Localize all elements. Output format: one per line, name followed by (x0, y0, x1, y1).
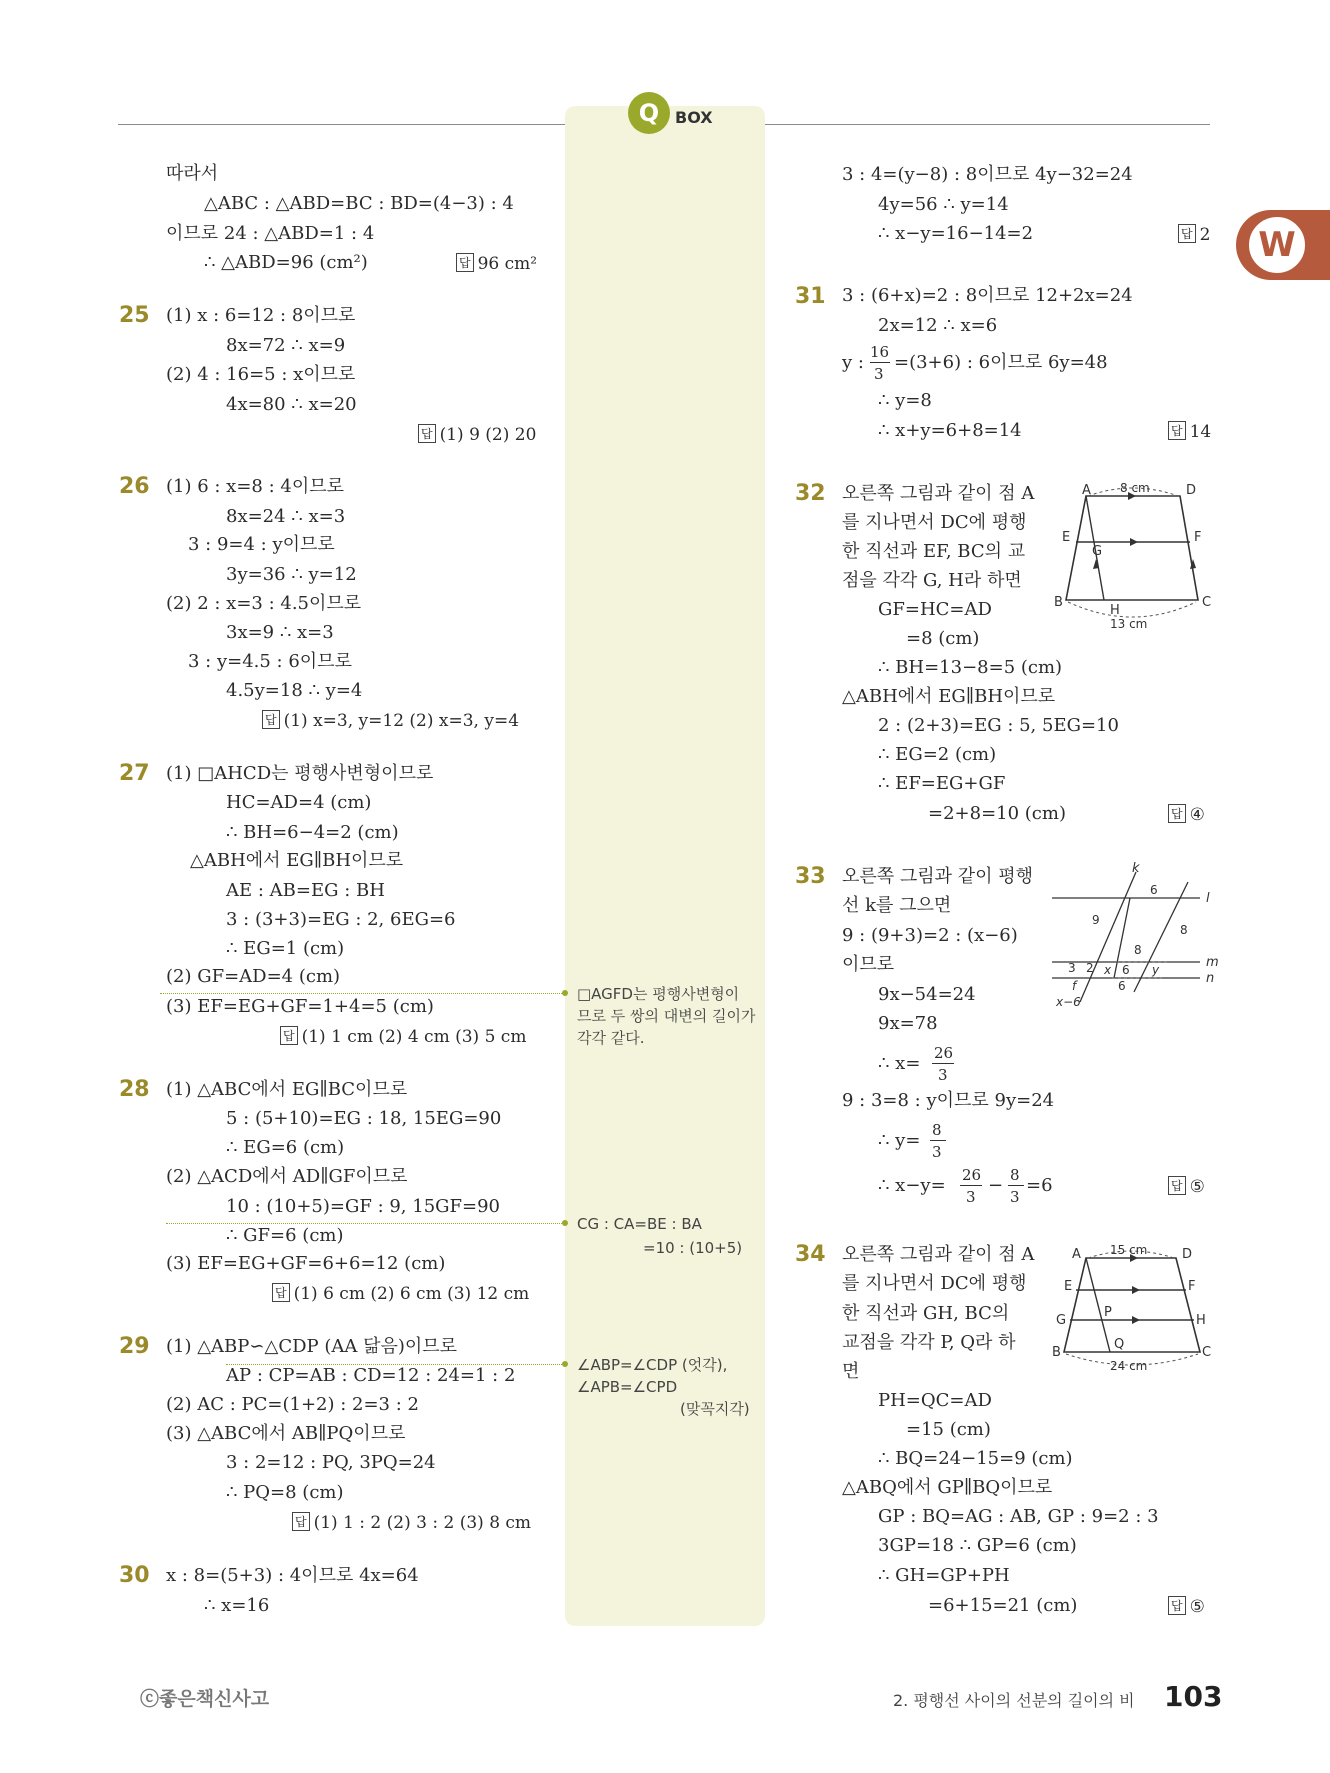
text-line: =8 (cm) (906, 628, 980, 649)
text-line: 4x=80 ∴ x=20 (226, 394, 357, 415)
label-F: F (1194, 530, 1202, 545)
label-D: D (1186, 483, 1197, 498)
text-line: 한 직선과 GH, BC의 (842, 1303, 1010, 1324)
text-line: (2) 4 : 16=5 : x이므로 (166, 364, 356, 385)
answer: 답 (1) x=3, y=12 (2) x=3, y=4 (262, 710, 519, 731)
label-n: n (1206, 971, 1215, 986)
text-line: ∴ △ABD=96 (cm²) (204, 252, 368, 273)
text-line: (2) GF=AD=4 (cm) (166, 966, 341, 987)
leader-line (166, 1223, 564, 1224)
text-line: ∴ y=8 (878, 390, 932, 411)
fraction-numerator: 8 (1010, 1166, 1020, 1184)
text-line: ∴ GF=6 (cm) (226, 1225, 344, 1246)
problem-number: 25 (119, 303, 150, 328)
answer: 답 ⑤ (1168, 1176, 1205, 1197)
text-line: ∴ GH=GP+PH (878, 1565, 1010, 1586)
text-line: =2+8=10 (cm) (928, 803, 1066, 824)
text-line: AP : CP=AB : CD=12 : 24=1 : 2 (226, 1365, 516, 1386)
text-line: =6 (1026, 1175, 1053, 1196)
minus-sign: − (988, 1175, 1004, 1196)
length-nine: 9 (1092, 913, 1100, 927)
text-line: 선 k를 그으면 (842, 895, 952, 916)
note-line: 각각 같다. (577, 1029, 645, 1047)
text-line: =(3+6) : 6이므로 6y=48 (894, 352, 1108, 373)
text-line: 를 지나면서 DC에 평행 (842, 1273, 1027, 1294)
qbox-label: BOX (675, 108, 713, 127)
text-line: 3 : 9=4 : y이므로 (188, 534, 335, 555)
text-line: ∴ x= (878, 1053, 921, 1074)
fraction-numerator: 8 (932, 1121, 942, 1139)
length-top: 8 cm (1120, 482, 1150, 495)
fraction-numerator: 16 (870, 343, 890, 361)
problem-number: 34 (795, 1242, 826, 1267)
label-A: A (1082, 483, 1091, 498)
answer: 답 2 (1178, 224, 1210, 245)
fraction-numerator: 26 (962, 1166, 982, 1184)
text-line: (1) △ABP∽△CDP (AA 닮음)이므로 (166, 1336, 458, 1357)
text-line: 오른쪽 그림과 같이 점 A (842, 1244, 1035, 1265)
label-E: E (1062, 530, 1071, 545)
text-line: 9 : 3=8 : y이므로 9y=24 (842, 1090, 1055, 1111)
length-bottom: 13 cm (1110, 617, 1148, 631)
text-line: (1) □AHCD는 평행사변형이므로 (166, 763, 434, 784)
text-line: 점을 각각 G, H라 하면 (842, 570, 1022, 591)
label-C: C (1202, 1345, 1212, 1360)
label-B: B (1054, 595, 1063, 610)
text-line: (3) EF=EG+GF=6+6=12 (cm) (166, 1253, 446, 1274)
text-line: 2 : (2+3)=EG : 5, 5EG=10 (878, 715, 1119, 736)
leader-dot (562, 1361, 568, 1367)
text-line: GF=HC=AD (878, 599, 992, 620)
text-line: 3x=9 ∴ x=3 (226, 622, 334, 643)
answer: 답 (1) 1 cm (2) 4 cm (3) 5 cm (280, 1026, 526, 1047)
label-k: k (1132, 862, 1140, 876)
answer: 답 14 (1168, 421, 1211, 442)
text-line: 오른쪽 그림과 같이 평행 (842, 866, 1034, 887)
text-line: =15 (cm) (906, 1419, 991, 1440)
problem-number: 28 (119, 1077, 150, 1102)
text-line: 8x=24 ∴ x=3 (226, 506, 346, 527)
text-line: (2) △ACD에서 AD∥GF이므로 (166, 1166, 408, 1187)
page-number: 103 (1164, 1680, 1223, 1713)
text-line: 를 지나면서 DC에 평행 (842, 512, 1027, 533)
text-line: GP : BQ=AG : AB, GP : 9=2 : 3 (878, 1506, 1159, 1527)
answer: 답 ④ (1168, 804, 1205, 825)
length-eight-b: 8 (1180, 923, 1188, 937)
text-line: (1) 6 : x=8 : 4이므로 (166, 476, 344, 497)
text-line: (2) AC : PC=(1+2) : 2=3 : 2 (166, 1394, 419, 1415)
label-m: m (1206, 955, 1219, 970)
note-line: 므로 두 쌍의 대변의 길이가 (577, 1007, 756, 1025)
answer: 답 ⑤ (1168, 1596, 1205, 1617)
leader-line (226, 1364, 564, 1365)
label-P: P (1104, 1305, 1112, 1320)
text-line: 이므로 24 : △ABD=1 : 4 (166, 223, 375, 244)
problem-number: 32 (795, 481, 826, 506)
text-line: ∴ EG=6 (cm) (226, 1137, 345, 1158)
text-line: 2x=12 ∴ x=6 (878, 315, 998, 336)
note-line: ∠APB=∠CPD (577, 1378, 678, 1396)
fraction-numerator: 26 (934, 1044, 954, 1062)
answer: 답 (1) 9 (2) 20 (418, 424, 536, 445)
label-A: A (1072, 1247, 1081, 1262)
text-line: ∴ x+y=6+8=14 (878, 420, 1022, 441)
text-line: ∴ x−y=16−14=2 (878, 223, 1034, 244)
label-G: G (1092, 544, 1103, 559)
text-line: 9 : (9+3)=2 : (x−6) (842, 925, 1018, 946)
label-Q: Q (1114, 1337, 1125, 1352)
text-line: ∴ PQ=8 (cm) (226, 1482, 344, 1503)
label-x: x (1104, 963, 1112, 977)
text-line: ∴ x−y= (878, 1175, 946, 1196)
fraction-denominator: 3 (1010, 1188, 1020, 1206)
text-line: ∴ EG=1 (cm) (226, 938, 345, 959)
leader-dot (562, 990, 568, 996)
text-line: 3 : 4=(y−8) : 8이므로 4y−32=24 (842, 164, 1133, 185)
text-line: 10 : (10+5)=GF : 9, 15GF=90 (226, 1196, 501, 1217)
text-line: 3GP=18 ∴ GP=6 (cm) (878, 1535, 1077, 1556)
note-line: CG : CA=BE : BA (577, 1215, 702, 1233)
text-line: ∴ BQ=24−15=9 (cm) (878, 1448, 1073, 1469)
label-y: y (1152, 963, 1160, 977)
problem-number: 26 (119, 474, 150, 499)
side-tab-w-icon: W (1246, 214, 1308, 276)
text-line: 8x=72 ∴ x=9 (226, 335, 346, 356)
text-line: 면 (842, 1361, 860, 1382)
text-line: ∴ y= (878, 1130, 921, 1151)
text-line: 따라서 (166, 163, 219, 184)
text-line: HC=AD=4 (cm) (226, 792, 372, 813)
qbox-badge-icon: Q (628, 92, 670, 134)
trapezoid-figure-34 (1048, 1244, 1218, 1380)
label-H: H (1196, 1313, 1206, 1328)
problem-number: 33 (795, 864, 826, 889)
fraction-denominator: 3 (874, 365, 884, 383)
trapezoid-figure-32 (1048, 482, 1218, 638)
length-bottom: 24 cm (1110, 1359, 1148, 1373)
text-line: (1) △ABC에서 EG∥BC이므로 (166, 1079, 408, 1100)
text-line: △ABC : △ABD=BC : BD=(4−3) : 4 (204, 193, 514, 214)
problem-number: 29 (119, 1334, 150, 1359)
length-six-mid: 6 (1122, 963, 1130, 977)
fraction-denominator: 3 (932, 1143, 942, 1161)
length-three: 3 (1068, 961, 1076, 975)
text-line: PH=QC=AD (878, 1390, 992, 1411)
problem-number: 31 (795, 284, 826, 309)
fraction-denominator: 3 (938, 1066, 948, 1084)
label-C: C (1202, 595, 1212, 610)
text-line: (1) x : 6=12 : 8이므로 (166, 305, 356, 326)
text-line: (3) EF=EG+GF=1+4=5 (cm) (166, 996, 434, 1017)
text-line: 교점을 각각 P, Q라 하 (842, 1332, 1016, 1353)
length-six-low: 6 (1118, 979, 1126, 993)
note-line: =10 : (10+5) (643, 1239, 743, 1257)
length-six-top: 6 (1150, 883, 1158, 897)
leader-line (160, 993, 564, 994)
text-line: ∴ BH=6−4=2 (cm) (226, 822, 399, 843)
text-line: ∴ BH=13−8=5 (cm) (878, 657, 1063, 678)
text-line: ∴ x=16 (204, 1595, 270, 1616)
label-G: G (1056, 1313, 1067, 1328)
label-D: D (1182, 1247, 1193, 1262)
text-line: 9x=78 (878, 1013, 938, 1034)
label-E: E (1064, 1279, 1073, 1294)
text-line: =6+15=21 (cm) (928, 1595, 1078, 1616)
text-line: △ABH에서 EG∥BH이므로 (842, 686, 1056, 707)
label-H: H (1110, 603, 1120, 618)
answer: 답 (1) 1 : 2 (2) 3 : 2 (3) 8 cm (292, 1512, 531, 1533)
text-line: 3 : (6+x)=2 : 8이므로 12+2x=24 (842, 285, 1133, 306)
publisher-logo: ⓒ좋은책신사고 (140, 1688, 270, 1710)
parallel-lines-figure-33 (1050, 862, 1220, 1018)
text-line: 4y=56 ∴ y=14 (878, 194, 1009, 215)
length-top: 15 cm (1110, 1244, 1148, 1257)
label-B: B (1052, 1345, 1061, 1360)
fraction-denominator: 3 (966, 1188, 976, 1206)
text-line: AE : AB=EG : BH (226, 880, 385, 901)
text-line: △ABQ에서 GP∥BQ이므로 (842, 1477, 1053, 1498)
text-line: x : 8=(5+3) : 4이므로 4x=64 (166, 1565, 419, 1586)
chapter-title: 2. 평행선 사이의 선분의 길이의 비 (893, 1691, 1135, 1710)
answer: 답 96 cm² (456, 253, 537, 274)
problem-number: 30 (119, 1563, 150, 1588)
answer: 답 (1) 6 cm (2) 6 cm (3) 12 cm (272, 1283, 529, 1304)
text-line: (3) △ABC에서 AB∥PQ이므로 (166, 1423, 406, 1444)
label-f: f (1072, 979, 1077, 993)
note-line: ∠ABP=∠CDP (엇각), (577, 1356, 728, 1374)
text-line: 5 : (5+10)=EG : 18, 15EG=90 (226, 1108, 502, 1129)
text-line: 4.5y=18 ∴ y=4 (226, 680, 363, 701)
text-line: ∴ EG=2 (cm) (878, 744, 997, 765)
text-line: 오른쪽 그림과 같이 점 A (842, 483, 1035, 504)
text-line: 3y=36 ∴ y=12 (226, 564, 357, 585)
length-x-minus-6: x−6 (1056, 995, 1081, 1009)
note-line: (맞꼭지각) (680, 1400, 750, 1418)
text-line: 이므로 (842, 954, 895, 975)
label-F: F (1188, 1279, 1196, 1294)
label-l: l (1206, 891, 1210, 906)
text-line: 한 직선과 EF, BC의 교 (842, 541, 1026, 562)
leader-dot (562, 1220, 568, 1226)
length-eight-a: 8 (1134, 943, 1142, 957)
text-line: △ABH에서 EG∥BH이므로 (190, 850, 404, 871)
text-line: 3 : y=4.5 : 6이므로 (188, 651, 352, 672)
text-line: 3 : (3+3)=EG : 2, 6EG=6 (226, 909, 456, 930)
text-line: 9x−54=24 (878, 984, 976, 1005)
problem-number: 27 (119, 761, 150, 786)
text-line: (2) 2 : x=3 : 4.5이므로 (166, 593, 362, 614)
text-line: y : (842, 352, 864, 373)
text-line: ∴ EF=EG+GF (878, 773, 1006, 794)
note-line: □AGFD는 평행사변형이 (577, 985, 740, 1003)
length-two: 2 (1086, 961, 1094, 975)
text-line: 3 : 2=12 : PQ, 3PQ=24 (226, 1452, 436, 1473)
